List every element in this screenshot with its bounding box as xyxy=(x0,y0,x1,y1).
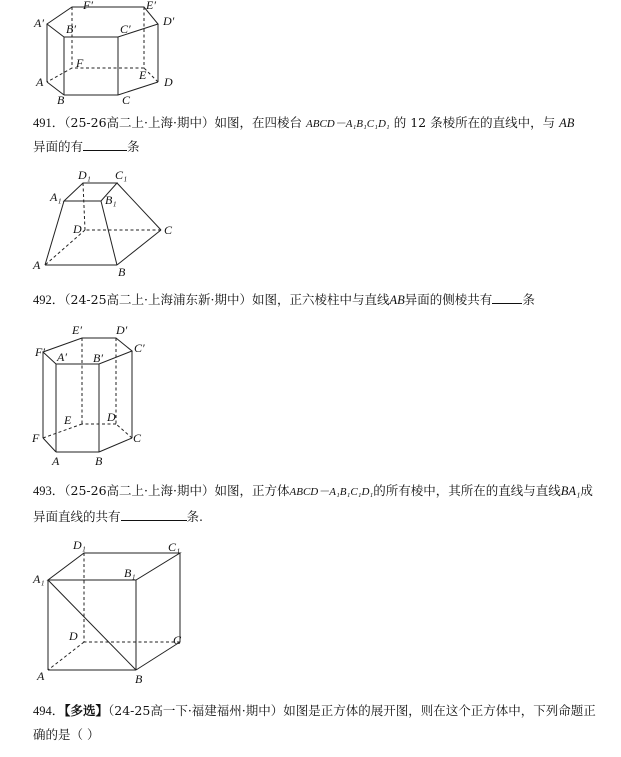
label-A1: A₁ xyxy=(33,572,45,586)
question-formula: ABCD－A₁B₁C₁D₁ xyxy=(306,118,390,130)
cube-edges xyxy=(48,553,180,670)
label-B: B xyxy=(135,672,143,686)
question-source: （24-25高二上·上海浦东新·期中） xyxy=(64,292,252,307)
label-E: E xyxy=(64,413,72,427)
label-C1: C₁ xyxy=(115,168,128,182)
label-F-prime: F′ xyxy=(35,345,45,359)
label-D-prime: D′ xyxy=(116,323,128,337)
question-var: AB xyxy=(389,293,405,307)
label-F: F xyxy=(76,56,84,70)
question-source: （25-26高二上·上海·期中） xyxy=(64,483,215,498)
question-text-line2: 确的是（ ） xyxy=(33,727,100,742)
question-text-post: 成 xyxy=(580,483,593,498)
edge-DA xyxy=(48,642,84,670)
label-A-prime: A′ xyxy=(34,16,44,30)
question-text: 如图是正方体的展开图，则在这个正方体中，下列命题正 xyxy=(283,703,596,718)
question-492: 492．（24-25高二上·上海浦东新·期中）如图，正六棱柱中与直线AB异面的侧棱共有 条 xyxy=(33,292,535,307)
question-text-line2: 异面的有 xyxy=(33,139,84,154)
label-B: B xyxy=(95,454,103,468)
label-C-prime: C′ xyxy=(120,22,131,36)
diagonal-BA1 xyxy=(48,580,136,670)
label-D1: D₁ xyxy=(73,538,86,552)
label-A-prime: A′ xyxy=(57,350,67,364)
label-D1: D₁ xyxy=(78,168,91,182)
question-source: （24-25高一下·福建福州·期中） xyxy=(108,703,284,718)
question-source: （25-26高二上·上海·期中） xyxy=(64,115,215,130)
label-D: D xyxy=(69,629,78,643)
question-number: 494 xyxy=(33,704,52,718)
label-F-prime: F′ xyxy=(83,0,93,12)
label-C: C xyxy=(173,633,182,647)
label-A1: A₁ xyxy=(50,190,62,204)
label-C1: C₁ xyxy=(168,540,181,554)
question-text: 如图，正方体 xyxy=(214,483,290,498)
question-493: 493．（25-26高二上·上海·期中）如图，正方体ABCD－A₁B₁C₁D₁的所有棱中，其所在的直线与直线BA₁成 xyxy=(33,483,593,498)
label-B-prime: B′ xyxy=(66,22,76,36)
label-F: F xyxy=(32,431,40,445)
label-A: A xyxy=(36,75,44,89)
question-491: 491．（25-26高二上·上海·期中）如图，在四棱台 ABCD－A₁B₁C₁D₁ 的 12 条棱所在的直线中，与 AB xyxy=(33,115,575,130)
question-var: BA₁ xyxy=(560,484,581,498)
question-text-line2-post: 条. xyxy=(186,509,203,524)
question-var: AB xyxy=(559,116,575,130)
label-E-prime: E′ xyxy=(146,0,156,12)
label-D: D xyxy=(164,75,173,89)
question-text-post2: 条 xyxy=(522,292,535,307)
label-B1: B₁ xyxy=(124,566,136,580)
question-text-line2: 异面直线的共有 xyxy=(33,509,121,524)
label-C-prime: C′ xyxy=(134,341,145,355)
question-number: 492 xyxy=(33,293,52,307)
label-D: D xyxy=(73,222,82,236)
question-text-mid: 的 12 条棱所在的直线中，与 xyxy=(393,115,556,130)
question-text-line2-post: 条 xyxy=(127,139,140,154)
label-E: E xyxy=(139,68,147,82)
label-A: A xyxy=(33,258,41,272)
label-D-prime: D′ xyxy=(163,14,175,28)
label-A: A xyxy=(37,669,45,683)
question-formula: ABCD－A₁B₁C₁D₁ xyxy=(289,486,374,498)
question-494: 494．【多选】（24-25高一下·福建福州·期中）如图是正方体的展开图，则在这个正方体中，下列命题正 xyxy=(33,703,596,718)
cube-top-face xyxy=(48,553,180,580)
label-C: C xyxy=(164,223,173,237)
question-text: 如图，在四棱台 xyxy=(214,115,303,130)
question-text: 如图，正六棱柱中与直线 xyxy=(252,292,390,307)
label-B: B xyxy=(118,265,126,279)
question-number: 493 xyxy=(33,484,52,498)
label-C: C xyxy=(122,93,131,107)
question-text-post: 异面的侧棱共有 xyxy=(404,292,493,307)
label-E-prime: E′ xyxy=(72,323,82,337)
label-B: B xyxy=(57,93,65,107)
label-A: A xyxy=(52,454,60,468)
question-tag: 【多选】 xyxy=(64,703,109,718)
label-C: C xyxy=(133,431,142,445)
question-text-mid: 的所有棱中，其所在的直线与直线 xyxy=(373,483,561,498)
question-number: 491 xyxy=(33,116,52,130)
label-D: D xyxy=(107,410,116,424)
label-B-prime: B′ xyxy=(93,351,103,365)
label-B1: B₁ xyxy=(105,193,117,207)
question-494-line2 xyxy=(33,726,99,744)
